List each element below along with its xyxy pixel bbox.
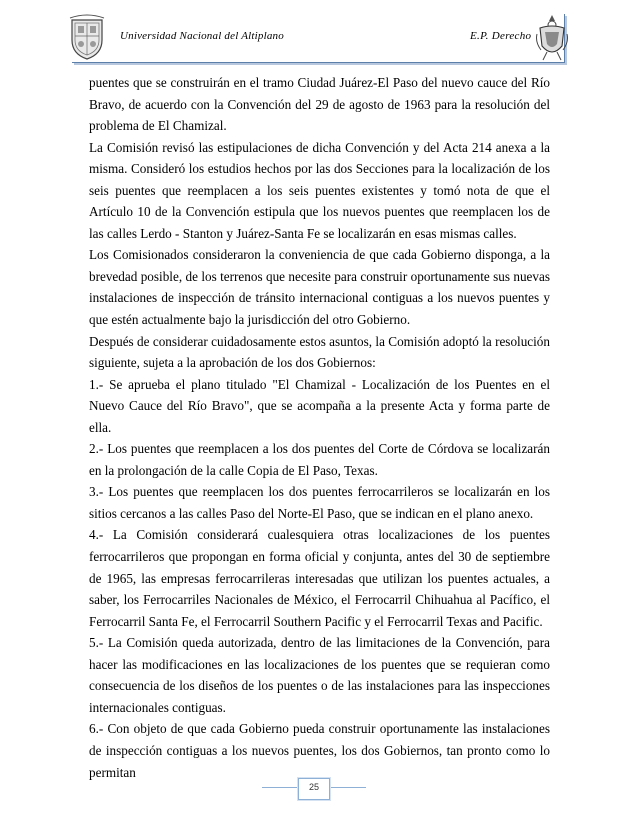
paragraph: Después de considerar cuidadosamente estos asuntos, la Comisión adoptó la resolución siguiente, sujeta a la aprobación de los dos Gobiernos: xyxy=(89,333,550,371)
school-emblem-icon xyxy=(535,12,569,62)
paragraph: 4.- La Comisión considerará cualesquiera otras localizaciones de los puentes ferrocarrileros que propongan en forma oficial y conjunta, antes del 30 de septiembre de 1965, las empresas ferrocarrileras interesadas que utilizan los puentes actuales, a saber, los Ferrocarriles Nacionales de México, el Ferrocarril Chihuahua al Pacífico, el Ferrocarril Santa Fe, el Ferrocarril Southern Pacific y el Ferrocarril Texas and Pacific. xyxy=(89,527,550,629)
paragraph: 1.- Se aprueba el plano titulado "El Chamizal - Localización de los Puentes en el Nuevo Cauce del Río Bravo", que se acompaña a la presente Acta y forma parte de ella. xyxy=(89,376,550,435)
page-number: 25 xyxy=(308,782,319,792)
page-footer xyxy=(262,770,362,806)
paragraph: 3.- Los puentes que reemplacen los dos puentes ferrocarrileros se localizarán en los sitios cercanos a las calles Paso del Norte-El Paso, que se indican en el plano anexo. xyxy=(89,484,550,521)
paragraph: puentes que se construirán en el tramo Ciudad Juárez-El Paso del nuevo cauce del Río Bravo, de acuerdo con la Convención del 29 de agosto de 1963 para la resolución del problema de El Chamizal. xyxy=(89,75,550,134)
paragraph: 5.- La Comisión queda autorizada, dentro de las limitaciones de la Convención, para hacer las modificaciones en las localizaciones de los puentes que se requieran como consecuencia de los diseños de los puentes o de las instalaciones para las inspecciones internacionales contiguas. xyxy=(89,635,550,715)
header-university-name: Universidad Nacional del Altiplano xyxy=(120,30,284,42)
page-header xyxy=(72,14,564,64)
paragraph: Los Comisionados consideraron la conveniencia de que cada Gobierno disponga, a la brevedad posible, de los terrenos que necesite para construir oportunamente sus nuevas instalaciones de inspección de tránsito internacional contiguas a los nuevos puentes y que estén actualmente bajo la jurisdicción del otro Gobierno. xyxy=(89,247,550,328)
paragraph: La Comisión revisó las estipulaciones de dicha Convención y del Acta 214 anexa a la misma. Consideró los estudios hechos por las dos Secciones para la localización de los seis puentes que reemplacen a los seis puentes existentes y tomó nota de que el Artículo 10 de la Convención estipula que los nuevos puentes que reemplacen los de las calles Lerdo - Stanton y Juárez-Santa Fe se localizarán en esas mismas calles. xyxy=(89,139,550,241)
paragraph: 2.- Los puentes que reemplacen a los dos puentes del Corte de Córdova se localizarán en la prolongación de la calle Copia de El Paso, Texas. xyxy=(89,441,550,478)
footer-divider-left xyxy=(262,787,298,788)
page-number-box xyxy=(298,778,330,800)
document-body xyxy=(89,72,550,783)
paragraph: 6.- Con objeto de que cada Gobierno pueda construir oportunamente las instalaciones de inspección contiguas a los nuevos puentes, los dos Gobiernos, tan pronto como lo permitan xyxy=(89,721,550,780)
header-school-name: E.P. Derecho xyxy=(470,30,532,42)
university-crest-icon xyxy=(68,14,106,60)
footer-divider-right xyxy=(330,787,366,788)
